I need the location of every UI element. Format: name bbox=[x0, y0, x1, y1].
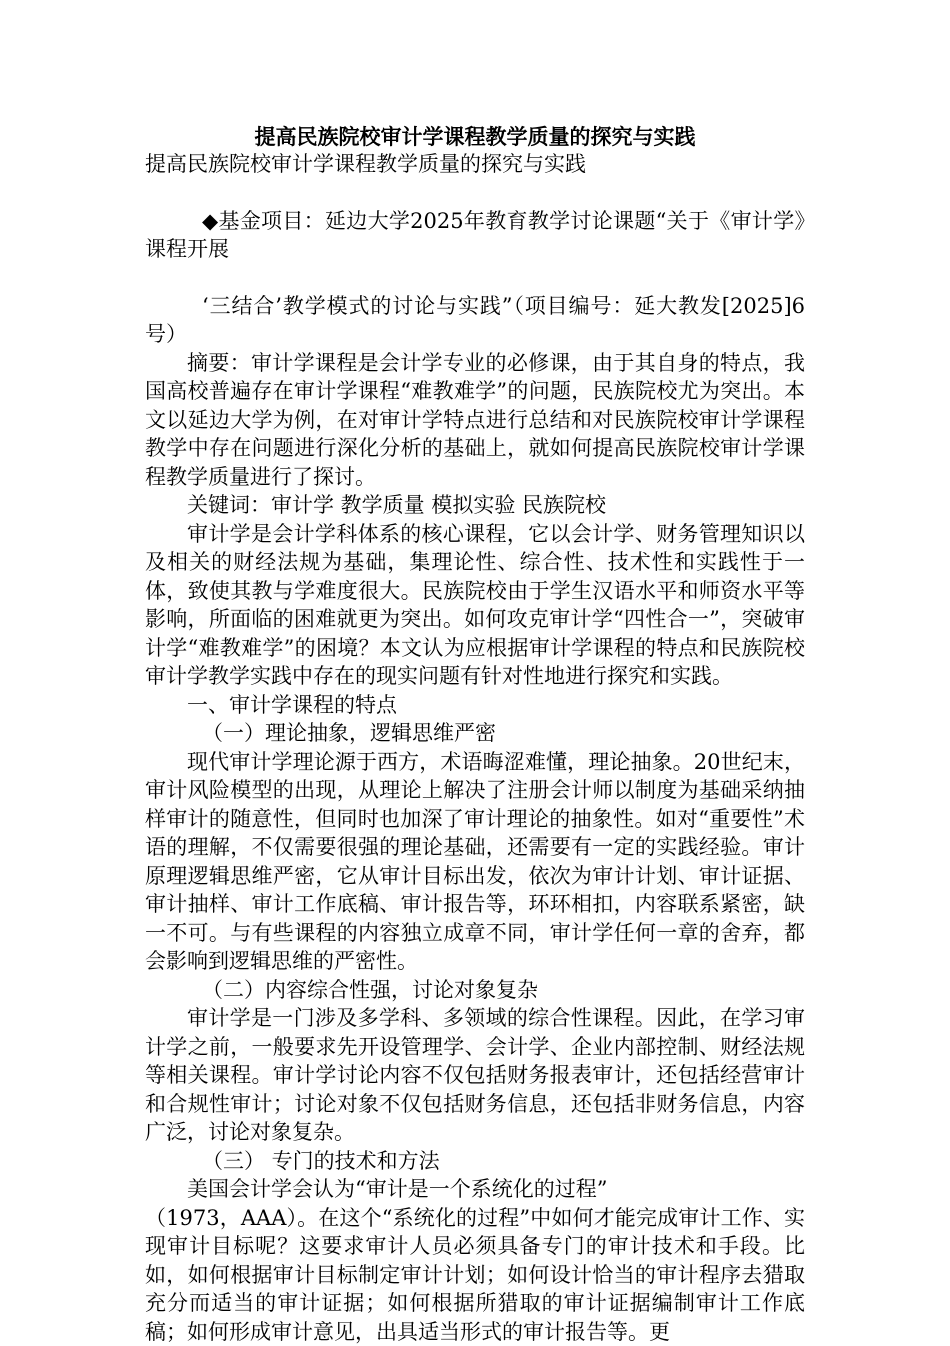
abstract-paragraph: 摘要：审计学课程是会计学专业的必修课，由于其自身的特点，我国高校普遍存在审计学课程“难教难学”的问题，民族院校尤为突出。本文以延边大学为例，在对审计学特点进行总结和对民族院校审计学课程教学中存在问题进行深化分析的基础上，就如何提高民族院校审计学课程教学质量进行了探讨。 bbox=[145, 349, 805, 492]
fund-note-line1: ◆基金项目：延边大学2025年教育教学讨论课题“关于《审计学》课程开展 bbox=[145, 207, 805, 264]
document-title: 提高民族院校审计学课程教学质量的探究与实践 bbox=[0, 122, 950, 152]
intro-paragraph: 审计学是会计学科体系的核心课程，它以会计学、财务管理知识以及相关的财经法规为基础，集理论性、综合性、技术性和实践性于一体，致使其教与学难度很大。民族院校由于学生汉语水平和师资水平等影响，所面临的困难就更为突出。如何攻克审计学“四性合一”，突破审计学“难教难学”的困境？本文认为应根据审计学课程的特点和民族院校审计学教学实践中存在的现实问题有针对性地进行探究和实践。 bbox=[145, 520, 805, 691]
subsection-heading-2: （二）内容综合性强，讨论对象复杂 bbox=[145, 976, 805, 1005]
subsection-heading-1: （一）理论抽象，逻辑思维严密 bbox=[145, 719, 805, 748]
body-paragraph-1: 现代审计学理论源于西方，术语晦涩难懂，理论抽象。20世纪末，审计风险模型的出现，从理论上解决了注册会计师以制度为基础采纳抽样审计的随意性，但同时也加深了审计理论的抽象性。如对“重要性”术语的理解，不仅需要很强的理论基础，还需要有一定的实践经验。审计原理逻辑思维严密，它从审计目标出发，依次为审计计划、审计证据、审计抽样、审计工作底稿、审计报告等，环环相扣，内容联系紧密，缺一不可。与有些课程的内容独立成章不同，审计学任何一章的舍弃，都会影响到逻辑思维的严密性。 bbox=[145, 748, 805, 976]
subsection-heading-3: （三） 专门的技术和方法 bbox=[145, 1147, 805, 1176]
fund-note-line2: ‘三结合’教学模式的讨论与实践”（项目编号：延大教发[2025]6号） bbox=[145, 292, 805, 349]
document-body bbox=[145, 150, 805, 1346]
body-paragraph-2: 审计学是一门涉及多学科、多领域的综合性课程。因此，在学习审计学之前，一般要求先开设管理学、会计学、企业内部控制、财经法规等相关课程。审计学讨论内容不仅包括财务报表审计，还包括经营审计和合规性审计；讨论对象不仅包括财务信息，还包括非财务信息，内容广泛，讨论对象复杂。 bbox=[145, 1004, 805, 1147]
document-subtitle: 提高民族院校审计学课程教学质量的探究与实践 bbox=[145, 150, 805, 179]
body-paragraph-3: （1973，AAA）。在这个“系统化的过程”中如何才能完成审计工作、实现审计目标呢？这要求审计人员必须具备专门的审计技术和手段。比如，如何根据审计目标制定审计计划；如何设计恰当的审计程序去猎取充分而适当的审计证据；如何根据所猎取的审计证据编制审计工作底稿；如何形成审计意见，出具适当形式的审计报告等。更 bbox=[145, 1204, 805, 1346]
body-paragraph-3-lead: 美国会计学会认为“审计是一个系统化的过程” bbox=[145, 1175, 805, 1204]
blank-line bbox=[145, 264, 805, 292]
blank-line bbox=[145, 179, 805, 207]
keywords-line: 关键词：审计学 教学质量 模拟实验 民族院校 bbox=[145, 491, 805, 520]
section-heading-1: 一、审计学课程的特点 bbox=[145, 691, 805, 720]
